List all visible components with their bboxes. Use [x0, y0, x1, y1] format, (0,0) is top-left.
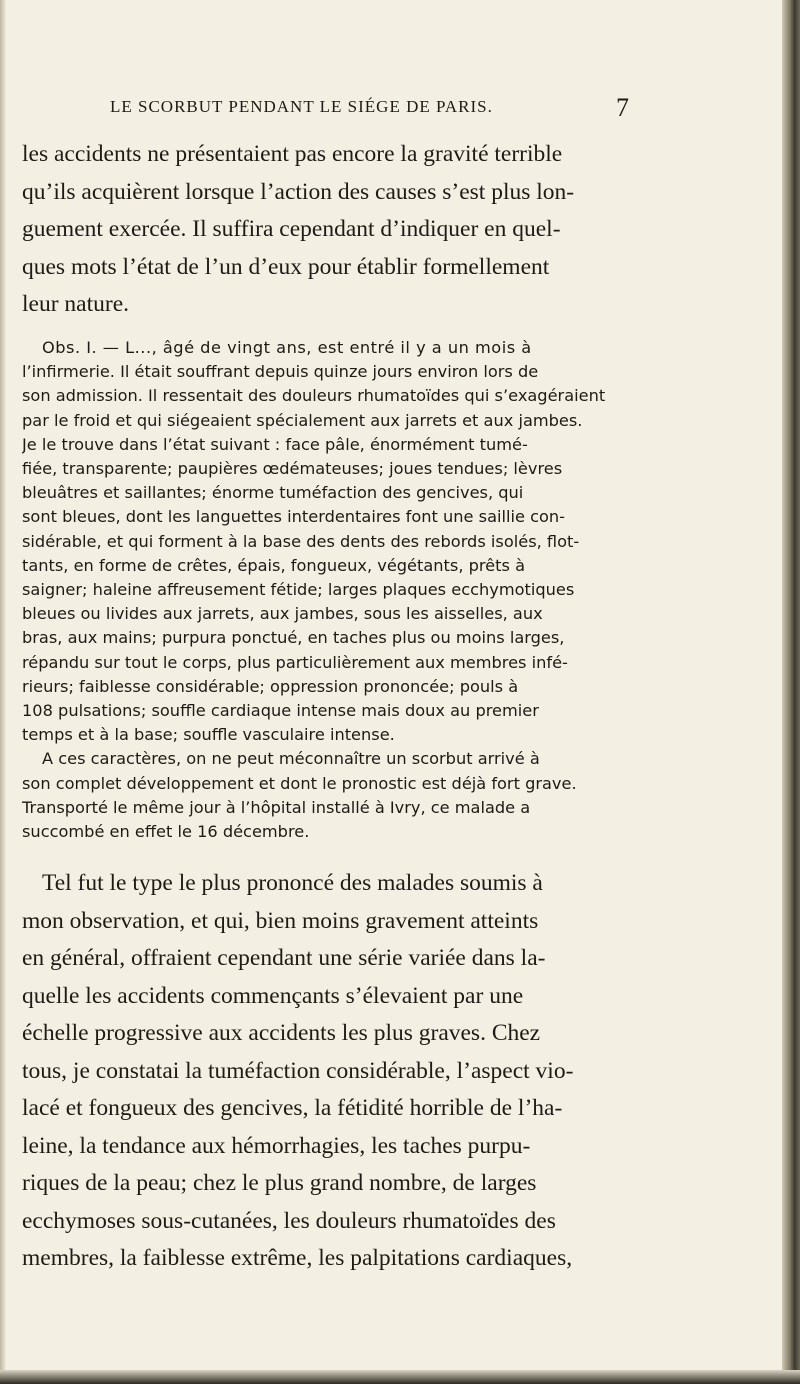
text-line: bleuâtres et saillantes; énorme tuméfaction des gencives, qui	[22, 483, 524, 503]
text-line: tants, en forme de crêtes, épais, fongueux, végétants, prêts à	[22, 555, 525, 575]
text-line: l’infirmerie. Il était souffrant depuis quinze jours environ lors de	[22, 362, 539, 382]
text-line: Tel fut le type le plus prononcé des malades soumis à	[42, 870, 543, 896]
text-line: guement exercée. Il suffira cependant d’indiquer en quel-	[22, 216, 561, 242]
text-line: succombé en effet le 16 décembre.	[22, 822, 310, 842]
text-line: Transporté le même jour à l’hôpital installé à Ivry, ce malade a	[22, 797, 531, 817]
book-spine-edge	[782, 0, 800, 1384]
text-line: bleues ou livides aux jarrets, aux jambes, sous les aisselles, aux	[22, 604, 543, 624]
page-number: 7	[616, 93, 630, 122]
page-edge-left	[0, 0, 6, 1384]
text-line: échelle progressive aux accidents les plus graves. Chez	[22, 1020, 541, 1046]
text-line: fiée, transparente; paupières œdémateuses; joues tendues; lèvres	[22, 459, 563, 479]
text-line: son complet développement et dont le pronostic est déjà fort grave.	[22, 773, 577, 793]
conclusion-first-line: A ces caractères, on ne peut méconnaître un scorbut arrivé à	[42, 749, 540, 769]
text-line: ques mots l’état de l’un d’eux pour établir formellement	[22, 253, 550, 280]
text-line: par le froid et qui siégeaient spécialement aux jarrets et aux jambes.	[22, 410, 583, 430]
observation-first-line: Obs. I. — L..., âgé de vingt ans, est entré il y a un mois à	[42, 338, 532, 357]
text-line: répandu sur tout le corps, plus particulièrement aux membres infé-	[22, 652, 568, 672]
text-line: bras, aux mains; purpura ponctué, en taches plus ou moins larges,	[22, 628, 565, 648]
intro-paragraph	[22, 136, 782, 324]
page-header	[110, 93, 630, 127]
text-line: 108 pulsations; souffle cardiaque intense mais doux au premier	[22, 701, 539, 721]
text-line: Je le trouve dans l’état suivant : face pâle, énormément tumé-	[22, 434, 528, 454]
text-line: son admission. Il ressentait des douleurs rhumatoïdes qui s’exagéraient	[22, 386, 606, 406]
text-line: leur nature.	[22, 291, 130, 317]
text-line: en général, offraient cependant une série variée dans la-	[22, 945, 546, 971]
text-line: qu’ils acquièrent lorsque l’action des causes s’est plus lon-	[22, 178, 575, 205]
text-line: sont bleues, dont les languettes interdentaires font une saillie con-	[22, 507, 565, 527]
text-line: les accidents ne présentaient pas encore la gravité terrible	[22, 141, 563, 167]
text-line: ecchymoses sous-cutanées, les douleurs rhumatoïdes des	[22, 1207, 556, 1234]
text-line: quelle les accidents commençants s’élevaient par une	[22, 982, 524, 1009]
text-line: leine, la tendance aux hémorrhagies, les taches purpu-	[22, 1132, 531, 1159]
observation-block	[22, 336, 782, 844]
text-line: lacé et fongueux des gencives, la fétidité horrible de l’ha-	[22, 1095, 563, 1121]
page-bottom-edge	[0, 1370, 800, 1384]
text-line: tous, je constatai la tuméfaction considérable, l’aspect vio-	[22, 1057, 574, 1084]
closing-paragraph	[22, 865, 782, 1278]
text-line: mon observation, et qui, bien moins gravement atteints	[22, 907, 539, 934]
text-line: membres, la faiblesse extrême, les palpitations cardiaques,	[22, 1245, 573, 1271]
text-line: saigner; haleine affreusement fétide; larges plaques ecchymotiques	[22, 580, 575, 600]
text-line: temps et à la base; souffle vasculaire intense.	[22, 725, 395, 745]
text-line: riques de la peau; chez le plus grand nombre, de larges	[22, 1170, 537, 1196]
running-title: LE SCORBUT PENDANT LE SIÉGE DE PARIS.	[110, 97, 493, 116]
text-line: sidérable, et qui forment à la base des dents des rebords isolés, flot-	[22, 531, 580, 551]
text-line: rieurs; faiblesse considérable; oppression prononcée; pouls à	[22, 676, 519, 696]
